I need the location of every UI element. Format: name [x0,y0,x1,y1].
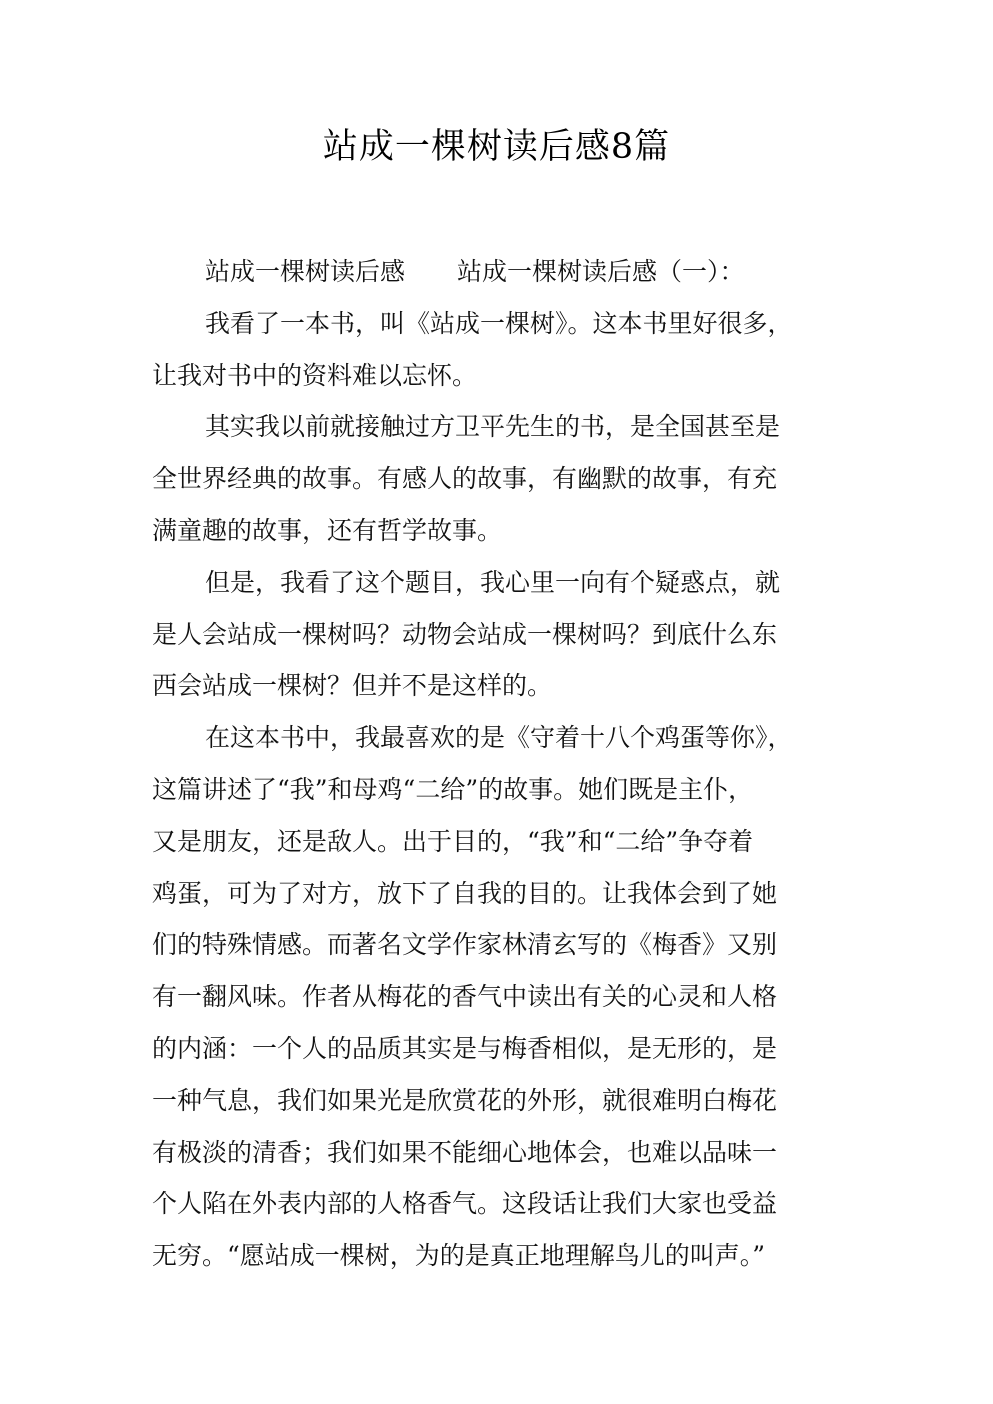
paragraph-line: 有极淡的清香；我们如果不能细心地体会，也难以品味一 [152,1137,778,1167]
paragraph-line: 满童趣的故事，还有哲学故事。 [152,515,503,545]
document-title: 站成一棵树读后感8篇 [322,127,671,167]
section-heading-right: 站成一棵树读后感（一）： [457,257,745,286]
paragraph-2 [152,401,842,556]
paragraph-line: 让我对书中的资料难以忘怀。 [152,360,478,390]
section-heading-line [152,246,842,298]
paragraph-line: 其实我以前就接触过方卫平先生的书，是全国甚至是 [205,412,781,442]
paragraph-line: 们的特殊情感。而著名文学作家林清玄写的《梅香》又别 [152,930,778,960]
paragraph-line: 个人陷在外表内部的人格香气。这段话让我们大家也受益 [152,1189,778,1219]
document-body [152,246,842,1282]
paragraph-line: 是人会站成一棵树吗？动物会站成一棵树吗？到底什么东 [152,619,778,649]
paragraph-line: 无穷。“愿站成一棵树，为的是真正地理解鸟儿的叫声。” [152,1241,766,1271]
paragraph-line: 又是朋友，还是敌人。出于目的，“我”和“二给”争夺着 [152,826,754,856]
paragraph-line: 我看了一本书，叫《站成一棵树》。这本书里好很多， [205,308,793,338]
paragraph-line: 西会站成一棵树？但并不是这样的。 [152,671,553,701]
paragraph-4 [152,712,842,1282]
paragraph-line: 鸡蛋，可为了对方，放下了自我的目的。让我体会到了她 [152,878,778,908]
paragraph-3 [152,557,842,712]
paragraph-line: 的内涵：一个人的品质其实是与梅香相似，是无形的，是 [152,1033,778,1063]
paragraph-line: 但是，我看了这个题目，我心里一向有个疑惑点，就 [205,567,781,597]
paragraph-line: 全世界经典的故事。有感人的故事，有幽默的故事，有充 [152,464,778,494]
paragraph-line: 这篇讲述了“我”和母鸡“二给”的故事。她们既是主仆， [152,774,754,804]
paragraph-1 [152,298,842,402]
section-heading-left: 站成一棵树读后感 [205,257,406,286]
paragraph-line: 有一翻风味。作者从梅花的香气中读出有关的心灵和人格 [152,982,778,1012]
paragraph-line: 一种气息，我们如果光是欣赏花的外形，就很难明白梅花 [152,1085,778,1115]
paragraph-line: 在这本书中，我最喜欢的是《守着十八个鸡蛋等你》， [205,723,793,753]
